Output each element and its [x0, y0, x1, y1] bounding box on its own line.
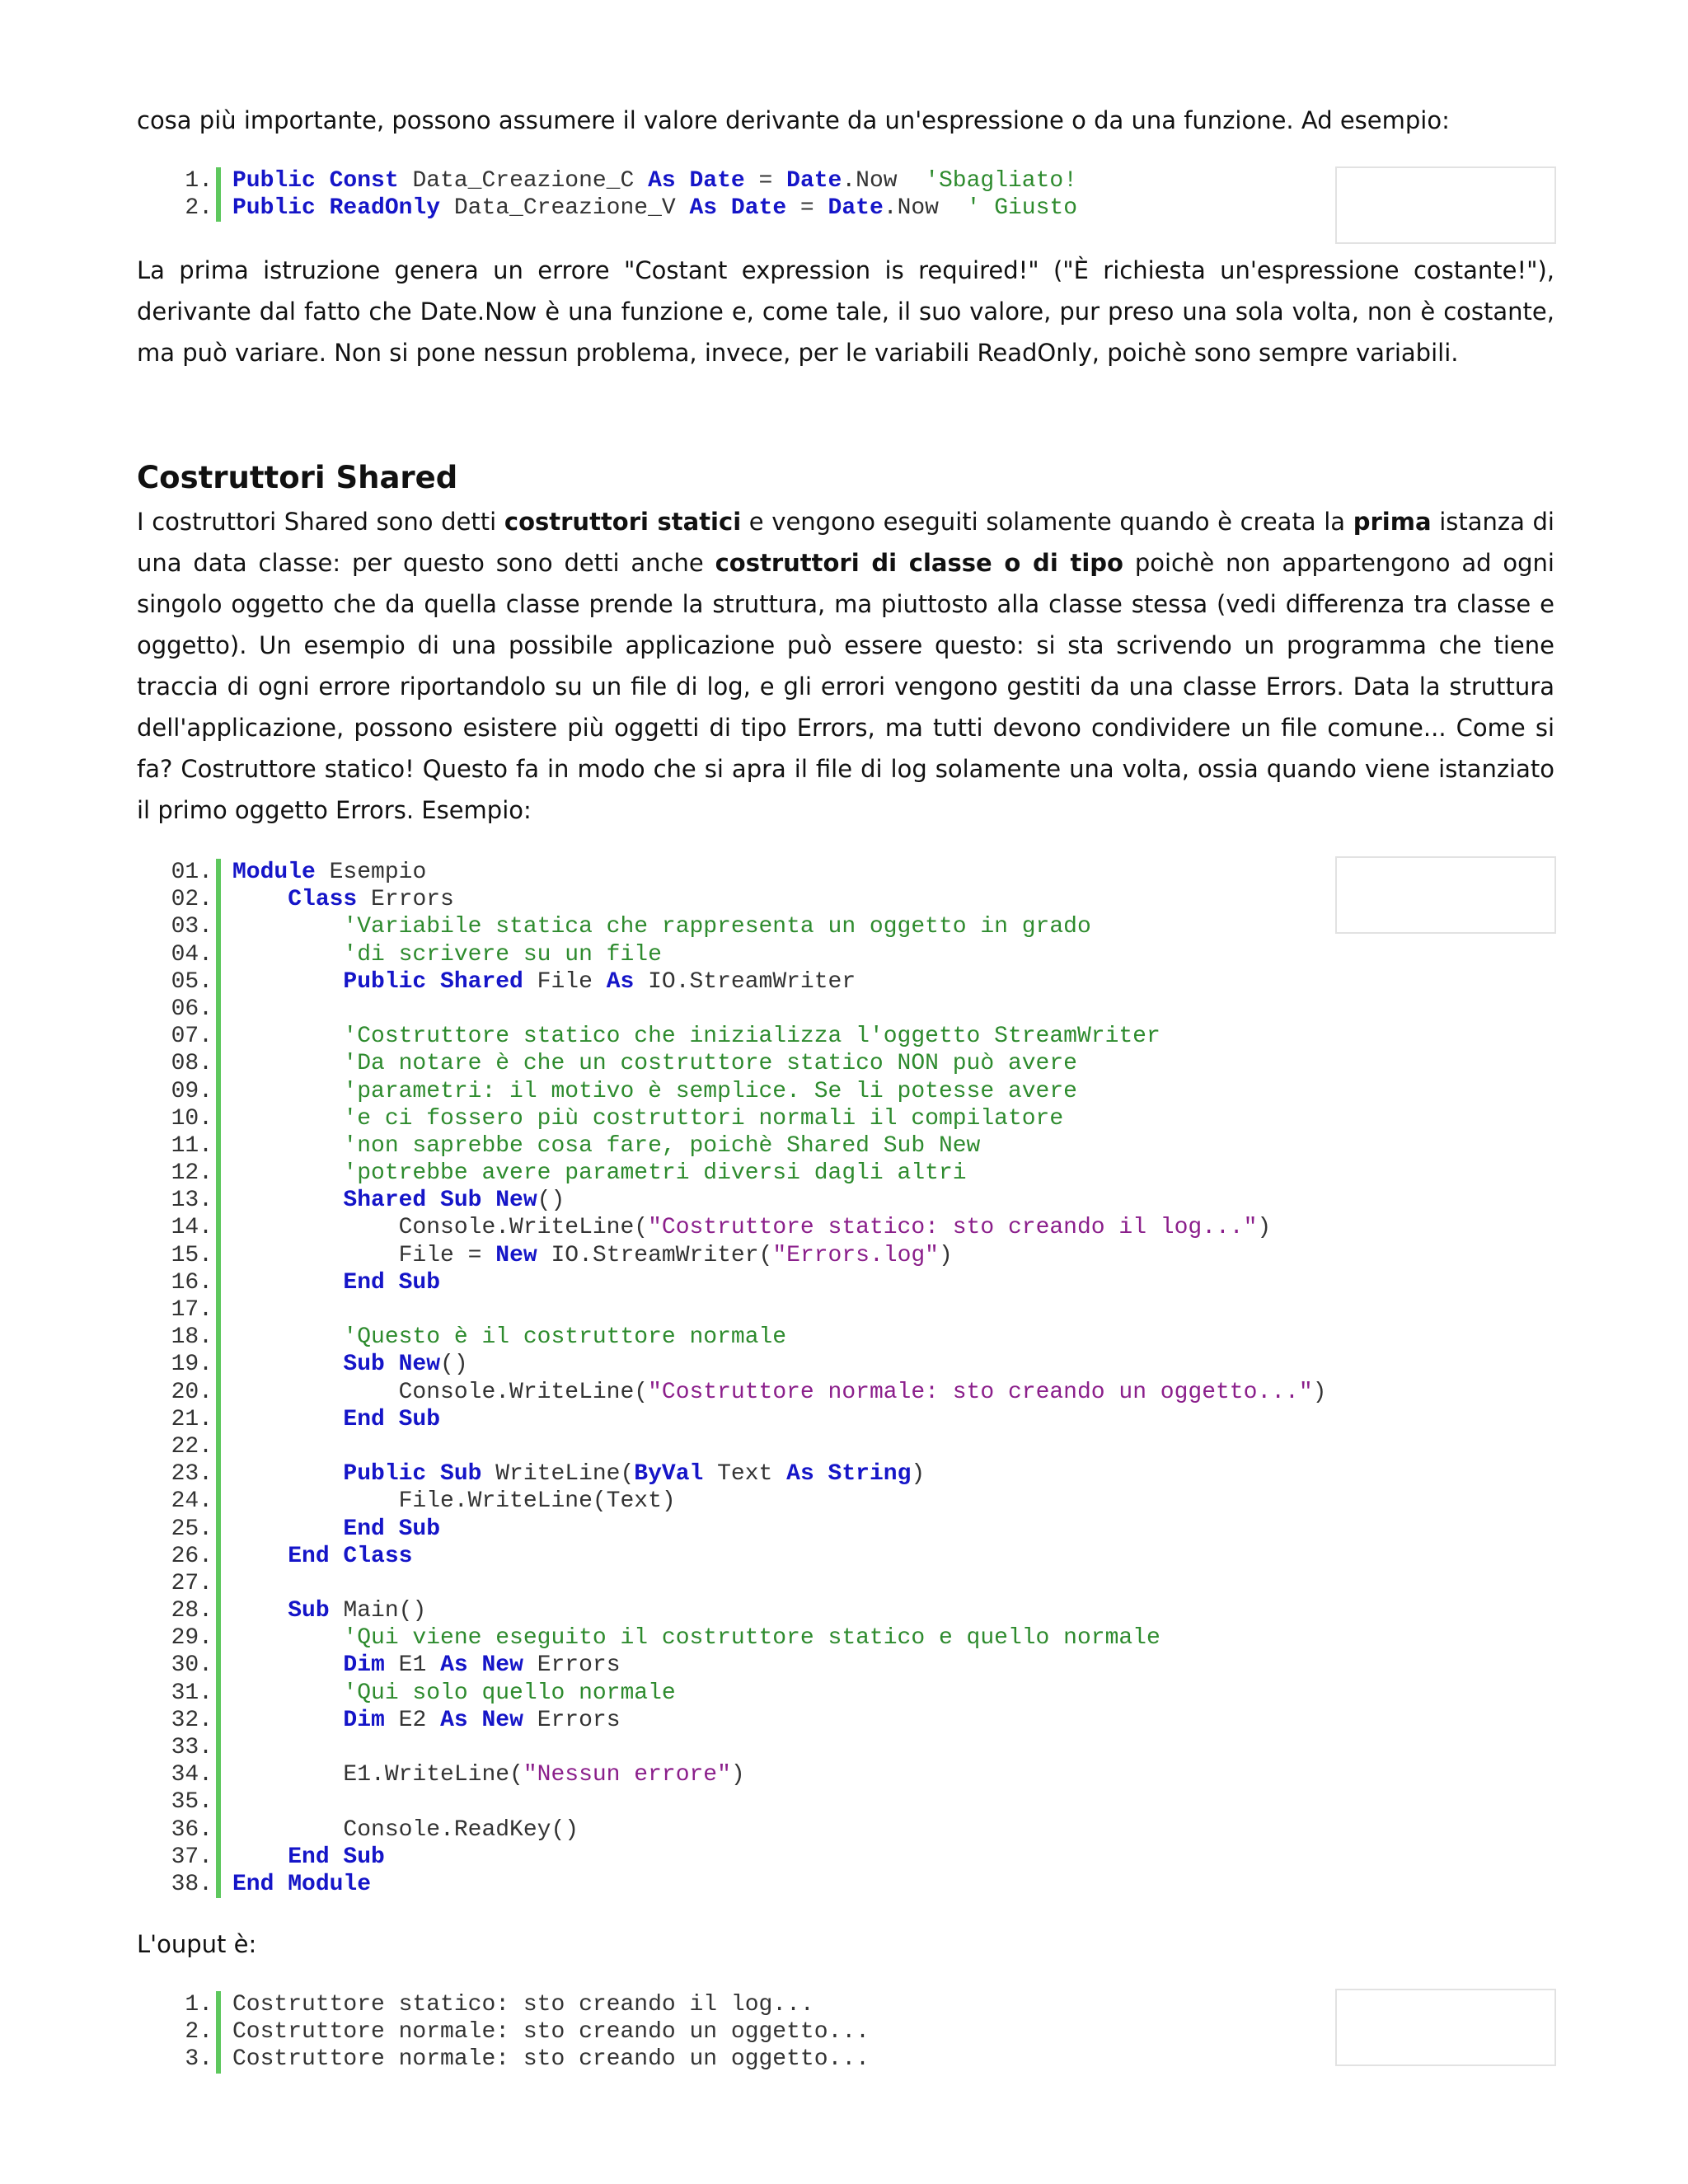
code-text: [232, 1624, 1160, 1652]
code-token: 'Sbagliato!: [925, 168, 1078, 194]
line-number: 10.: [171, 1105, 213, 1132]
code-text: [232, 1132, 980, 1160]
code-block-1: [137, 167, 1373, 222]
code-line: [137, 913, 1456, 940]
code-text: [232, 1214, 1271, 1241]
code-text: [232, 1406, 440, 1433]
code-token: Text: [703, 1461, 787, 1488]
code-token: =: [744, 168, 787, 194]
code-token: Public Shared: [343, 968, 523, 995]
gutter-bar: [216, 1406, 221, 1433]
code-line: [137, 1707, 1456, 1734]
code-token: Errors: [523, 1652, 621, 1679]
gutter-bar: [216, 1844, 221, 1871]
code-token: End Class: [288, 1543, 413, 1569]
line-number: 01.: [171, 860, 213, 885]
code-token: "Errors.log": [772, 1242, 939, 1268]
code-token: "Costruttore normale: sto creando un oggetto...": [648, 1379, 1313, 1405]
code-token: [232, 1652, 343, 1678]
code-text: [232, 1078, 1077, 1105]
code-token: Date: [828, 195, 884, 222]
line-number: 15.: [171, 1242, 213, 1268]
code-token: As Date: [689, 195, 787, 222]
code-text: [232, 1050, 1077, 1077]
code-text: [232, 167, 1077, 194]
code-token: 'di scrivere su un file: [343, 941, 662, 968]
line-number: 20.: [171, 1379, 213, 1405]
code-token: ): [1257, 1215, 1272, 1241]
code-token: [232, 1024, 343, 1049]
code-token: Costruttore statico: sto creando il log...: [232, 1992, 814, 2018]
gutter-bar: [216, 1488, 221, 1515]
line-number: 12.: [171, 1160, 213, 1187]
line-number: 11.: [171, 1132, 213, 1159]
code-token: Errors: [523, 1707, 621, 1733]
line-number: 2.: [185, 2019, 213, 2046]
gutter-bar: [216, 1816, 221, 1844]
code-line: [137, 1816, 1456, 1844]
code-token: .Now: [883, 195, 967, 222]
gutter-bar: [216, 913, 221, 940]
gutter-bar: [216, 941, 221, 968]
code-text: [232, 1187, 565, 1214]
line-number: 23.: [171, 1461, 213, 1488]
code-token: 'Costruttore statico che inizializza l'oggetto StreamWriter: [343, 1024, 1160, 1050]
code-toolbar-placeholder-2: [1335, 856, 1556, 934]
gutter-bar: [216, 1991, 221, 2018]
code-text: [232, 2018, 870, 2046]
code-line: [137, 1844, 1456, 1871]
code-token: As New: [440, 1707, 523, 1733]
code-line: [137, 1406, 1456, 1433]
code-line: [137, 1680, 1456, 1707]
line-number: 24.: [171, 1488, 213, 1515]
code-token: 'Qui solo quello normale: [343, 1680, 676, 1706]
code-line: [137, 1761, 1456, 1788]
code-token: Public ReadOnly: [232, 195, 441, 222]
code-token: Console.WriteLine(: [232, 1379, 649, 1405]
code-token: [232, 1407, 343, 1432]
gutter-bar: [216, 1433, 221, 1460]
code-token: New: [495, 1242, 537, 1268]
code-text: [232, 1460, 925, 1488]
code-block-2: [137, 859, 1456, 1898]
code-line: [137, 1296, 1456, 1324]
code-token: [232, 1516, 343, 1542]
paragraph-text-1: I costruttori Shared sono detti: [137, 508, 504, 536]
line-number: 07.: [171, 1024, 213, 1050]
gutter-bar: [216, 1871, 221, 1898]
code-token: E1.WriteLine(: [232, 1762, 523, 1788]
line-number: 1.: [185, 168, 213, 194]
gutter-bar: [216, 1242, 221, 1269]
code-token: 'Variabile statica che rappresenta un oggetto in grado: [343, 914, 1091, 940]
code-token: [232, 1188, 343, 1213]
code-token: [232, 969, 343, 995]
code-line: [137, 1324, 1456, 1351]
code-line: [137, 194, 1373, 222]
code-line: [137, 1597, 1456, 1624]
paragraph-text-2: e vengono eseguiti solamente quando è creata la: [741, 508, 1353, 536]
term-first: prima: [1353, 508, 1432, 536]
code-token: 'e ci fossero più costruttori normali il compilatore: [343, 1105, 1064, 1132]
gutter-bar: [216, 1078, 221, 1105]
code-text: [232, 913, 1091, 940]
line-number: 33.: [171, 1735, 213, 1760]
gutter-bar: [216, 1023, 221, 1050]
code-token: Date: [786, 168, 842, 194]
code-toolbar-placeholder-3: [1335, 1989, 1556, 2066]
code-token: [232, 1544, 288, 1569]
line-number: 09.: [171, 1078, 213, 1104]
code-token: Console.WriteLine(: [232, 1215, 649, 1241]
line-number: 04.: [171, 941, 213, 968]
code-text: [232, 1324, 786, 1351]
line-number: 27.: [171, 1570, 213, 1596]
line-number: 05.: [171, 968, 213, 995]
code-text: [232, 1597, 426, 1624]
code-token: [232, 887, 288, 912]
line-number: 26.: [171, 1543, 213, 1569]
code-token: Module: [232, 860, 316, 885]
code-text: [232, 941, 662, 968]
line-number: 16.: [171, 1269, 213, 1296]
line-number: 18.: [171, 1324, 213, 1351]
code-text: [232, 1488, 676, 1515]
code-token: End Sub: [343, 1516, 441, 1542]
code-token: 'potrebbe avere parametri diversi dagli altri: [343, 1160, 967, 1187]
shared-constructors-paragraph: [137, 501, 1554, 831]
code-text: [232, 1242, 953, 1269]
code-token: Sub New: [343, 1352, 441, 1378]
code-token: End Module: [232, 1871, 372, 1897]
code-line: [137, 1460, 1456, 1488]
code-token: Class: [288, 887, 358, 913]
code-block-3: [137, 1991, 1373, 2074]
code-token: 'parametri: il motivo è semplice. Se li potesse avere: [343, 1078, 1077, 1104]
explanation-paragraph: La prima istruzione genera un errore "Costant expression is required!" ("È richiesta un'espressione costante!"), derivante dal fatto che Date.Now è una funzione e, come tale, il suo valore, pur preso una sola volta, non è costante, ma può variare. Non si pone nessun problema, invece, per le variabili ReadOnly, poichè sono sempre variabili.: [137, 256, 1554, 367]
code-token: ): [730, 1762, 745, 1788]
gutter-bar: [216, 1570, 221, 1597]
code-token: Public Const: [232, 168, 399, 194]
code-text: [232, 1680, 676, 1707]
line-number: 31.: [171, 1680, 213, 1706]
code-token: ' Giusto: [966, 195, 1078, 222]
gutter-bar: [216, 1351, 221, 1378]
code-line: [137, 167, 1373, 194]
code-line: [137, 1433, 1456, 1460]
code-token: Shared Sub New: [343, 1188, 537, 1214]
code-text: [232, 194, 1077, 222]
code-text: [232, 2046, 870, 2073]
code-token: [232, 1106, 343, 1132]
line-number: 38.: [171, 1871, 213, 1897]
code-text: [232, 1761, 745, 1788]
code-token: 'Da notare è che un costruttore statico NON può avere: [343, 1051, 1077, 1077]
gutter-bar: [216, 859, 221, 886]
code-token: End Sub: [288, 1844, 385, 1870]
gutter-bar: [216, 1214, 221, 1241]
code-text: [232, 1516, 440, 1543]
code-line: [137, 1187, 1456, 1214]
gutter-bar: [216, 1050, 221, 1077]
code-line: [137, 1105, 1456, 1132]
code-line: [137, 1871, 1456, 1898]
line-number: 17.: [171, 1297, 213, 1323]
gutter-bar: [216, 1624, 221, 1652]
code-token: As Date: [648, 168, 745, 194]
code-token: IO.StreamWriter: [634, 968, 856, 995]
code-token: Errors: [357, 887, 454, 913]
code-line: [137, 2046, 1373, 2073]
code-text: [232, 1707, 621, 1734]
code-token: Public Sub: [343, 1461, 482, 1488]
code-token: Costruttore normale: sto creando un oggetto...: [232, 2019, 870, 2046]
code-line: [137, 1570, 1456, 1597]
code-token: [232, 1461, 343, 1487]
code-text: [232, 1871, 371, 1898]
code-line: [137, 1624, 1456, 1652]
section-title: Costruttori Shared: [137, 460, 458, 495]
code-text: [232, 1991, 814, 2018]
gutter-bar: [216, 2046, 221, 2073]
code-text: [232, 1543, 412, 1570]
code-line: [137, 1734, 1456, 1761]
line-number: 28.: [171, 1598, 213, 1624]
code-token: [232, 1708, 343, 1733]
code-token: ByVal: [634, 1461, 704, 1488]
code-token: WriteLine(: [481, 1461, 635, 1488]
line-number: 34.: [171, 1762, 213, 1788]
gutter-bar: [216, 1788, 221, 1816]
code-token: File: [523, 968, 607, 995]
code-token: (): [537, 1188, 565, 1214]
line-number: 3.: [185, 2046, 213, 2073]
code-token: Main(): [329, 1598, 427, 1624]
code-token: [232, 1079, 343, 1104]
code-text: [232, 1379, 1326, 1406]
gutter-bar: [216, 1379, 221, 1406]
code-token: .Now: [842, 168, 926, 194]
code-line: [137, 1078, 1456, 1105]
code-token: [232, 1270, 343, 1296]
term-static-constructors: costruttori statici: [504, 508, 742, 536]
code-line: [137, 1242, 1456, 1269]
code-token: 'Questo è il costruttore normale: [343, 1324, 787, 1351]
intro-paragraph: cosa più importante, possono assumere il valore derivante da un'espressione o da una funzione. Ad esempio:: [137, 106, 1450, 134]
code-token: 'Qui viene eseguito il costruttore statico e quello normale: [343, 1625, 1160, 1652]
line-number: 32.: [171, 1707, 213, 1733]
code-line: [137, 1516, 1456, 1543]
code-token: [232, 1598, 288, 1624]
gutter-bar: [216, 1652, 221, 1679]
code-line: [137, 1543, 1456, 1570]
code-token: IO.StreamWriter(: [537, 1242, 773, 1268]
code-token: ): [1312, 1379, 1327, 1405]
gutter-bar: [216, 1269, 221, 1296]
gutter-bar: [216, 1296, 221, 1324]
code-token: "Costruttore statico: sto creando il log...": [648, 1215, 1258, 1241]
code-token: (): [440, 1352, 468, 1378]
code-line: [137, 859, 1456, 886]
line-number: 08.: [171, 1051, 213, 1077]
line-number: 35.: [171, 1789, 213, 1816]
line-number: 03.: [171, 914, 213, 940]
code-line: [137, 2018, 1373, 2046]
gutter-bar: [216, 1761, 221, 1788]
code-line: [137, 1652, 1456, 1679]
gutter-bar: [216, 2018, 221, 2046]
gutter-bar: [216, 968, 221, 996]
code-line: [137, 1269, 1456, 1296]
gutter-bar: [216, 167, 221, 194]
term-class-constructors: costruttori di classe o di tipo: [715, 549, 1123, 577]
line-number: 25.: [171, 1516, 213, 1542]
code-line: [137, 886, 1456, 913]
line-number: 22.: [171, 1433, 213, 1460]
code-line: [137, 1351, 1456, 1378]
line-number: 1.: [185, 1992, 213, 2018]
code-token: Data_Creazione_V: [440, 195, 690, 222]
code-line: [137, 941, 1456, 968]
code-token: Dim: [343, 1652, 385, 1679]
code-text: [232, 1023, 1160, 1050]
paragraph-text-4: poichè non appartengono ad ogni singolo oggetto che da quella classe prende la struttura, ma piuttosto alla classe stessa (vedi differenza tra classe e oggetto). Un esempio di una possibile applicazione può essere questo: si sta scrivendo un programma che tiene traccia di ogni errore riportandolo su un file di log, e gli errori vengono gestiti da una classe Errors. Data la struttura dell'applicazione, possono esistere più oggetti di tipo Errors, ma tutti devono condividere un file comune... Come si fa? Costruttore statico! Questo fa in modo che si apra il file di log solamente una volta, ossia quando viene istanziato il primo oggetto Errors. Esempio:: [137, 549, 1554, 824]
gutter-bar: [216, 886, 221, 913]
code-line: [137, 1023, 1456, 1050]
gutter-bar: [216, 1597, 221, 1624]
gutter-bar: [216, 996, 221, 1023]
gutter-bar: [216, 1543, 221, 1570]
code-token: [232, 1352, 343, 1377]
code-token: [232, 1844, 288, 1870]
code-token: "Nessun errore": [523, 1762, 731, 1788]
gutter-bar: [216, 1160, 221, 1187]
code-token: [232, 1051, 343, 1076]
code-line: [137, 1379, 1456, 1406]
output-label: L'ouput è:: [137, 1930, 257, 1958]
code-token: File.WriteLine(Text): [232, 1488, 676, 1515]
code-line: [137, 1488, 1456, 1515]
code-text: [232, 1351, 468, 1378]
code-text: [232, 859, 426, 886]
code-token: As String: [786, 1461, 912, 1488]
code-text: [232, 1816, 579, 1844]
code-line: [137, 1132, 1456, 1160]
line-number: 06.: [171, 996, 213, 1022]
code-line: [137, 996, 1456, 1023]
code-token: [232, 1133, 343, 1159]
gutter-bar: [216, 1516, 221, 1543]
code-token: Costruttore normale: sto creando un oggetto...: [232, 2046, 870, 2073]
code-token: Esempio: [315, 860, 427, 885]
code-text: [232, 1844, 385, 1871]
code-token: [232, 1625, 343, 1651]
code-token: ): [938, 1242, 953, 1268]
gutter-bar: [216, 194, 221, 222]
line-number: 37.: [171, 1844, 213, 1870]
gutter-bar: [216, 1680, 221, 1707]
code-toolbar-placeholder-1: [1335, 166, 1556, 244]
code-token: E1: [384, 1652, 441, 1679]
code-token: End Sub: [343, 1406, 441, 1432]
code-token: [232, 914, 343, 940]
code-text: [232, 1105, 1063, 1132]
code-token: [232, 1680, 343, 1706]
code-token: ): [911, 1461, 926, 1488]
code-token: End Sub: [343, 1269, 441, 1296]
code-token: Sub: [288, 1598, 330, 1624]
line-number: 02.: [171, 887, 213, 913]
line-number: 30.: [171, 1652, 213, 1679]
code-token: As: [606, 968, 635, 995]
line-number: 19.: [171, 1352, 213, 1378]
code-line: [137, 1991, 1373, 2018]
code-text: [232, 968, 856, 996]
gutter-bar: [216, 1324, 221, 1351]
code-token: E2: [384, 1707, 441, 1733]
code-token: 'non saprebbe cosa fare, poichè Shared Sub New: [343, 1132, 981, 1159]
code-text: [232, 1269, 440, 1296]
code-line: [137, 968, 1456, 996]
line-number: 36.: [171, 1816, 213, 1843]
code-token: File =: [232, 1242, 496, 1268]
code-token: Dim: [343, 1707, 385, 1733]
code-token: [232, 942, 343, 968]
code-text: [232, 1160, 967, 1187]
code-token: As New: [440, 1652, 523, 1679]
gutter-bar: [216, 1734, 221, 1761]
gutter-bar: [216, 1105, 221, 1132]
code-text: [232, 1652, 621, 1679]
code-token: =: [786, 195, 828, 222]
code-token: [232, 1160, 343, 1186]
code-token: Data_Creazione_C: [398, 168, 649, 194]
code-line: [137, 1160, 1456, 1187]
code-token: Console.ReadKey(): [232, 1816, 579, 1843]
line-number: 29.: [171, 1625, 213, 1652]
code-token: [232, 1324, 343, 1350]
line-number: 14.: [171, 1215, 213, 1241]
gutter-bar: [216, 1187, 221, 1214]
line-number: 2.: [185, 195, 213, 222]
gutter-bar: [216, 1132, 221, 1160]
line-number: 21.: [171, 1406, 213, 1432]
code-line: [137, 1788, 1456, 1816]
code-line: [137, 1050, 1456, 1077]
gutter-bar: [216, 1460, 221, 1488]
gutter-bar: [216, 1707, 221, 1734]
line-number: 13.: [171, 1188, 213, 1214]
code-text: [232, 886, 454, 913]
code-line: [137, 1214, 1456, 1241]
paragraph-text-3: istanza di una data classe: per questo sono detti anche: [137, 508, 1554, 577]
